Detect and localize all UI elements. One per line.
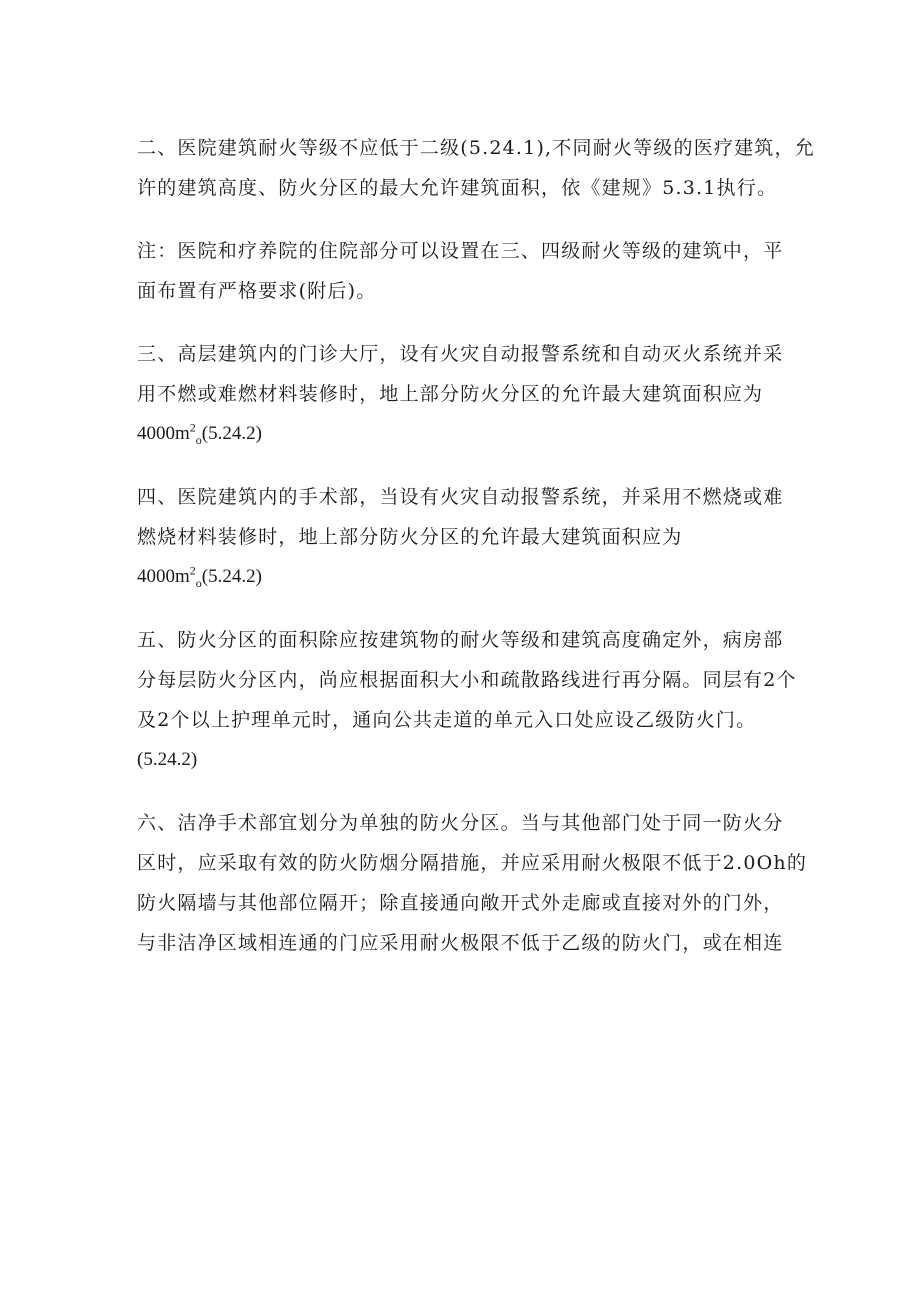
clause-ref: (5.24.2) bbox=[201, 566, 262, 587]
text-line: 燃烧材料装修时，地上部分防火分区的允许最大建筑面积应为 bbox=[137, 526, 683, 548]
area-sup: 2 bbox=[189, 563, 196, 578]
text-line: 六、洁净手术部宜划分为单独的防火分区。当与其他部门处于同一防火分 bbox=[137, 812, 784, 834]
text-line: 区时，应采取有效的防火防烟分隔措施，并应采用耐火极限不低于2.0Oh的 bbox=[137, 852, 808, 874]
text-line: 及2个以上护理单元时，通向公共走道的单元入口处应设乙级防火门。 bbox=[137, 709, 757, 731]
area-sup: 2 bbox=[189, 420, 196, 435]
text-line: 三、高层建筑内的门诊大厅，设有火灾自动报警系统和自动灭火系统并采 bbox=[137, 343, 784, 365]
text-line: 五、防火分区的面积除应按建筑物的耐火等级和建筑高度确定外，病房部 bbox=[137, 629, 784, 651]
paragraph-surgery-dept bbox=[137, 477, 787, 597]
paragraph-note bbox=[137, 231, 787, 311]
area-line bbox=[137, 414, 787, 454]
paragraph-clean-surgery bbox=[137, 803, 808, 963]
text-line: 用不燃或难燃材料装修时，地上部分防火分区的允许最大建筑面积应为 bbox=[137, 383, 764, 405]
area-line bbox=[137, 557, 787, 597]
area-value: 4000m bbox=[137, 423, 190, 444]
area-sub: o bbox=[195, 432, 202, 447]
text-line: 四、医院建筑内的手术部，当设有火灾自动报警系统，并采用不燃烧或难 bbox=[137, 486, 784, 508]
text-line: 分每层防火分区内，尚应根据面积大小和疏散路线进行再分隔。同层有2个 bbox=[137, 669, 797, 691]
paragraph-outpatient-hall bbox=[137, 334, 787, 454]
clause-ref: (5.24.2) bbox=[201, 423, 262, 444]
text-line: 防火隔墙与其他部位隔开；除直接通向敞开式外走廊或直接对外的门外， bbox=[137, 892, 784, 914]
text-line: 注：医院和疗养院的住院部分可以设置在三、四级耐火等级的建筑中，平 bbox=[137, 240, 784, 262]
document-page bbox=[137, 128, 815, 986]
text-line: 与非洁净区域相连通的门应采用耐火极限不低于乙级的防火门，或在相连 bbox=[137, 932, 784, 954]
area-sub: o bbox=[195, 575, 202, 590]
clause-ref: (5.24.2) bbox=[137, 749, 198, 770]
text-line: 面布置有严格要求(附后)。 bbox=[137, 280, 377, 302]
text-line: 二、医院建筑耐火等级不应低于二级(5.24.1),不同耐火等级的医疗建筑，允 bbox=[137, 137, 815, 159]
paragraph-fire-compartment bbox=[137, 620, 797, 780]
area-value: 4000m bbox=[137, 566, 190, 587]
paragraph-fire-rating bbox=[137, 128, 815, 208]
text-line: 许的建筑高度、防火分区的最大允许建筑面积，依《建规》5.3.1执行。 bbox=[137, 177, 778, 199]
